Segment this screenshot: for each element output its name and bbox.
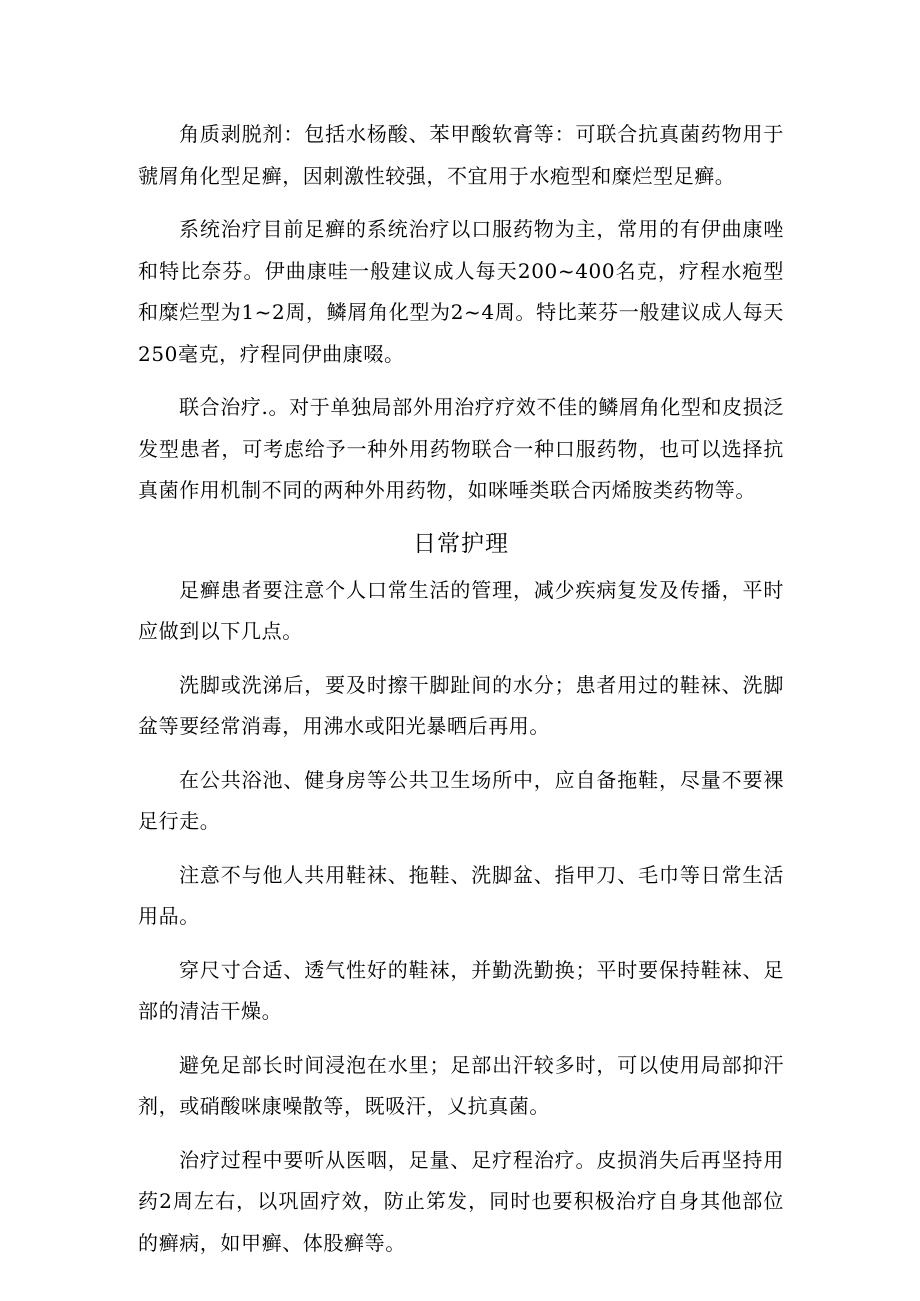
paragraph-keratolytic-agents: 角质剥脱剂：包括水杨酸、苯甲酸软膏等：可联合抗真菌药物用于虢屑角化型足癣，因刺激性较强，不宜用于水疱型和糜烂型足癣。 <box>138 122 784 188</box>
paragraph-care-sweating: 避免足部长时间浸泡在水里；足部出汗较多时，可以使用局部抑汗剂，或硝酸咪康噪散等，既吸汗，乂抗真菌。 <box>138 1052 784 1118</box>
paragraph-care-intro: 足癣患者要注意个人口常生活的管理，减少疾病复发及传播，平时应做到以下几点。 <box>138 577 784 643</box>
section-heading-daily-care: 日常护理 <box>413 530 509 557</box>
paragraph-care-public-places: 在公共浴池、健身房等公共卫生场所中，应自备拖鞋，尽量不要裸足行走。 <box>138 767 784 833</box>
paragraph-care-follow-treatment: 治疗过程中要听从医咽，足量、足疗程治疗。皮损消失后再坚持用药2周左右，以巩固疗效，防止笫发，同时也要积极治疗自身其他部位的癣病，如甲癣、体股癣等。 <box>138 1147 784 1255</box>
paragraph-combination-treatment: 联合治疗.。对于单独局部外用治疗疗效不佳的鳞屑角化型和皮损泛发型患者，可考虑给予一种外用药物联合一种口服药物，也可以选择抗真菌作用机制不同的两种外用药物，如咪唾类联合丙烯胺类药物等。 <box>138 395 784 502</box>
paragraph-care-washing: 洗脚或洗涕后，要及时擦干脚趾间的水分；患者用过的鞋袜、洗脚盆等要经常消毒，用沸水或阳光暴晒后再用。 <box>138 672 784 738</box>
paragraph-systemic-treatment: 系统治疗目前足癣的系统治疗以口服药物为主，常用的有伊曲康唑和特比奈芬。伊曲康哇一般建议成人每天200~400名克，疗程水疱型和糜烂型为1~2周，鳞屑角化型为2~4周。特比莱芬一般建议成人每天250毫克，疗程同伊曲康啜。 <box>138 217 784 366</box>
paragraph-care-no-sharing: 注意不与他人共用鞋袜、拖鞋、洗脚盆、指甲刀、毛巾等日常生活用品。 <box>138 862 784 928</box>
document-body <box>138 114 784 1276</box>
paragraph-care-footwear: 穿尺寸合适、透气性好的鞋袜，并勤洗勤换；平时要保持鞋袜、足部的清洁干燥。 <box>138 957 784 1023</box>
